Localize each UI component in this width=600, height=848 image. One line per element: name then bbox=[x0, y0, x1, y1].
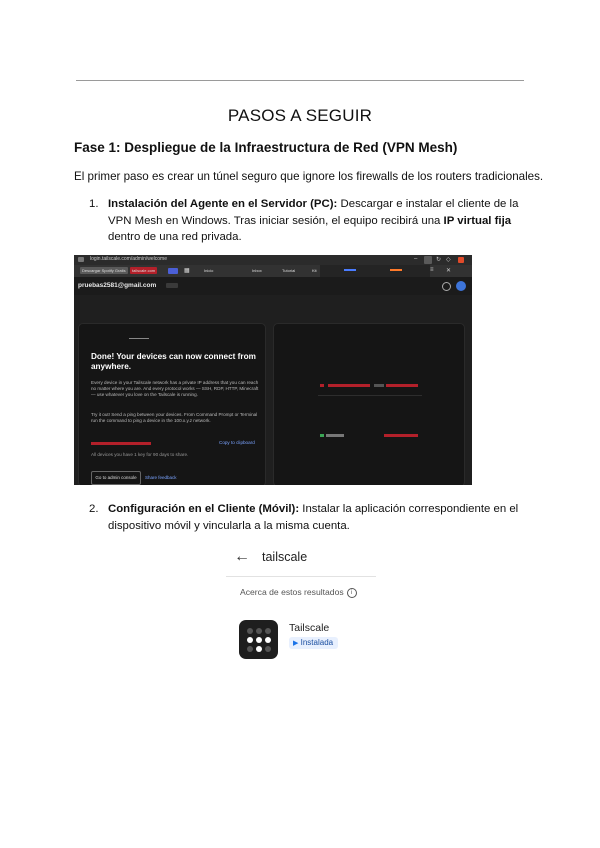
reload-icon: ↻ bbox=[436, 257, 442, 263]
item-heading: Instalación del Agente en el Servidor (PC): bbox=[108, 198, 338, 210]
shield-icon: ◇ bbox=[446, 257, 451, 263]
intro-paragraph: El primer paso es crear un túnel seguro que ignore los firewalls de los routers tradicionales. bbox=[74, 170, 544, 183]
close-icon: ✕ bbox=[446, 268, 452, 274]
welcome-note: All devices you have 1 key for 90 days to share. bbox=[91, 452, 189, 457]
page-title: PASOS A SEGUIR bbox=[227, 106, 373, 125]
browser-logo-icon bbox=[78, 257, 84, 262]
installed-label: Instalada bbox=[300, 638, 334, 647]
item-body: Instalar la aplicación correspondiente en el dispositivo móvil y vincularla a la misma cuenta. bbox=[108, 503, 519, 532]
account-email: pruebas2581@gmail.com bbox=[78, 282, 157, 289]
devices-card bbox=[273, 323, 465, 485]
tailscale-header bbox=[74, 277, 472, 295]
tab: Descargar Spotify Gratis bbox=[82, 268, 126, 273]
item-heading: Configuración en el Cliente (Móvil): bbox=[108, 503, 300, 515]
help-icon bbox=[442, 282, 451, 291]
item-body: Descargar e instalar el cliente de la VPN Mesh en Windows. Tras iniciar sesión, el equipo recibirá una bbox=[108, 198, 519, 227]
tab-icon bbox=[168, 268, 178, 274]
icon-dot bbox=[256, 637, 262, 643]
item-body-end: dentro de una red privada. bbox=[108, 231, 242, 243]
redacted-device-ip bbox=[386, 384, 418, 387]
redacted-command bbox=[91, 442, 151, 445]
menu-icon: ≡ bbox=[430, 267, 434, 273]
tab: tailscale.com bbox=[132, 268, 156, 273]
about-results bbox=[240, 587, 357, 598]
horizontal-rule bbox=[76, 80, 524, 81]
list-number: 1. bbox=[89, 198, 99, 210]
admin-console-button: Go to admin console bbox=[91, 471, 141, 485]
account-chip bbox=[166, 283, 178, 288]
brave-icon bbox=[458, 257, 464, 263]
welcome-instructions: Try it out! Send a ping between your devices. From Command Prompt or Terminal run the command to ping a device in the 100.x.y.z network. bbox=[91, 412, 258, 423]
welcome-headline: Done! Your devices can now connect from anywhere. bbox=[91, 352, 256, 371]
icon-dot bbox=[256, 628, 262, 634]
tailscale-welcome-screenshot bbox=[74, 255, 472, 485]
icon-dot bbox=[265, 628, 271, 634]
back-arrow-icon: ← bbox=[234, 548, 250, 565]
installed-badge bbox=[289, 637, 338, 649]
tab: Tutorial bbox=[282, 268, 296, 273]
feedback-link: Share feedback bbox=[145, 475, 177, 480]
welcome-body: Every device in your Tailscale network has a private IP address that you can reach no matter where you are. And every protocol works — SSH, RDP, HTTP, Minecraft — use whatever you love on the Tailscale is running. bbox=[91, 380, 259, 397]
minimize-icon: – bbox=[414, 256, 418, 262]
avatar bbox=[456, 281, 466, 291]
grid-icon: ▦ bbox=[184, 268, 190, 274]
play-icon: ▶ bbox=[293, 640, 299, 647]
list-text bbox=[108, 196, 524, 246]
tab: Inbox bbox=[252, 268, 262, 273]
tab: Inicio bbox=[204, 268, 214, 273]
device-name bbox=[326, 434, 344, 437]
tailscale-app-icon bbox=[239, 620, 278, 659]
browser-titlebar bbox=[74, 255, 472, 265]
copy-link: Copy to clipboard bbox=[219, 440, 255, 445]
search-divider bbox=[226, 576, 376, 577]
tab-indicator bbox=[344, 269, 356, 271]
extension-icon bbox=[424, 256, 432, 264]
tab-indicator bbox=[390, 269, 402, 271]
device-status bbox=[320, 384, 324, 387]
icon-dot bbox=[265, 637, 271, 643]
redacted-device-ip bbox=[384, 434, 418, 437]
icon-dot bbox=[265, 646, 271, 652]
list-number: 2. bbox=[89, 503, 99, 515]
bookmarks-bar bbox=[74, 265, 472, 277]
row-divider bbox=[318, 395, 422, 396]
welcome-card bbox=[78, 323, 266, 485]
search-query: tailscale bbox=[262, 550, 308, 564]
icon-dot bbox=[247, 637, 253, 643]
phase-heading: Fase 1: Despliegue de la Infraestructura de Red (VPN Mesh) bbox=[74, 140, 458, 155]
browser-address: login.tailscale.com/admin/welcome bbox=[90, 256, 167, 262]
tab-dropdown bbox=[320, 265, 430, 277]
redacted-device-name bbox=[328, 384, 370, 387]
device-tag bbox=[374, 384, 384, 387]
icon-dot bbox=[247, 628, 253, 634]
about-results-label: Acerca de estos resultados bbox=[240, 587, 344, 597]
list-text bbox=[108, 501, 524, 534]
tab: Kit bbox=[312, 268, 317, 273]
info-icon: i bbox=[347, 588, 357, 598]
device-status bbox=[320, 434, 324, 437]
icon-dot bbox=[247, 646, 253, 652]
item-emphasis: IP virtual fija bbox=[443, 214, 512, 227]
icon-dot bbox=[256, 646, 262, 652]
app-name: Tailscale bbox=[289, 622, 330, 634]
progress-line bbox=[129, 338, 149, 339]
